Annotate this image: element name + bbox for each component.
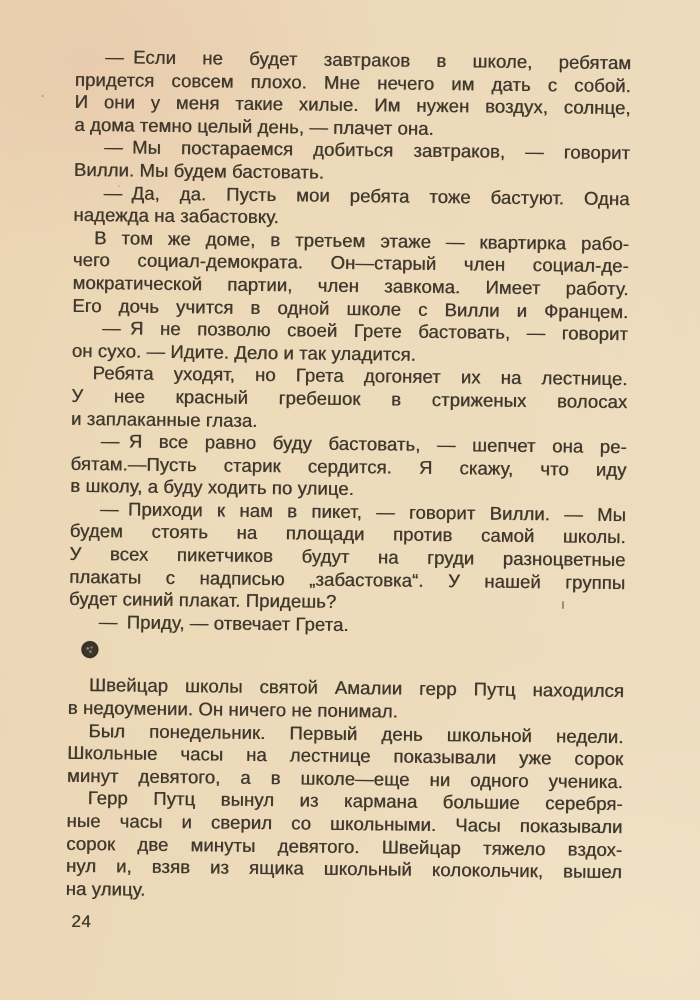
text-line: И они у меня такие хилые. Им нужен воздух, солнце, (74, 91, 631, 119)
text-line: — Мы постараемся добиться завтраков, — говорит (103, 136, 631, 164)
text-line: в недоумении. Он ничего не понимал. (67, 696, 398, 722)
book-page-text-block (65, 46, 632, 932)
text-line: — Я не позволю своей Грете бастовать, — говорит (101, 317, 629, 345)
text-line: — Я все равно буду бастовать, — шепчет она ре- (100, 430, 627, 458)
text-line: Ребята уходят, но Грета догоняет их на лестнице. (92, 362, 628, 390)
paragraph (72, 317, 628, 368)
text-line: на улицу. (65, 877, 146, 900)
text-line: У нее красный гребешок в стриженых волосах (71, 384, 628, 413)
text-line: плакаты с надписью „забастовка“. У нашей группы (69, 565, 626, 593)
text-line: придется совсем плохо. Мне нечего им дать с собой. (74, 68, 631, 96)
text-line: Был понедельник. Первый день школьной недели. (88, 719, 624, 747)
text-line: У всех пикетчиков будут на груди разноцветные (69, 542, 626, 571)
text-line: нул и, взяв из ящика школьный колокольчик, вышел (65, 855, 623, 883)
text-line: чего социал-демократа. Он—старый член социал-де- (72, 249, 629, 277)
paragraph (70, 430, 627, 504)
text-line: он сухо. — Идите. Дело и так уладится. (71, 339, 416, 365)
section-divider (68, 633, 624, 680)
paragraph (74, 136, 630, 187)
text-line: будем стоять на площади против самой школы. (69, 520, 626, 548)
text-line: — Да, да. Пусть мои ребята тоже бастуют. Одна (103, 181, 630, 209)
text-line: бятам.—Пусть старик сердится. Я скажу, что иду (70, 452, 627, 480)
text-line: — Приду, — отвечает Грета. (98, 611, 349, 635)
paragraph (71, 362, 628, 436)
paragraph (69, 498, 626, 617)
paragraph (73, 181, 629, 232)
text-line: Его дочь учится в одной школе с Вилли и Францем. (72, 294, 629, 322)
paragraph (68, 674, 624, 725)
text-line: а дома темно целый день, — плачет она. (74, 113, 434, 139)
page-number: 24 (71, 911, 92, 932)
text-line: В том же доме, в третьем этаже — квартирка рабо- (93, 226, 630, 254)
text-line: Вилли. Мы будем бастовать. (73, 158, 325, 183)
text-line: сорок две минуты девятого. Швейцар тяжело вздох- (66, 832, 623, 860)
paragraph-container (66, 46, 632, 907)
text-line: — Приходи к нам в пикет, — говорит Вилли. — Мы (99, 498, 627, 526)
text-line: надежда на забастовку. (73, 204, 279, 228)
paragraph (74, 46, 631, 143)
text-line: Герр Путц вынул из кармана большие серебря- (87, 787, 623, 815)
text-line: ные часы и сверил со школьными. Часы показывали (66, 809, 623, 838)
text-line: в школу, а буду ходить по улице. (70, 475, 355, 500)
text-line: Швейцар школы святой Амалии герр Путц находился (88, 674, 625, 702)
paragraph (72, 227, 629, 324)
paragraph (66, 787, 623, 906)
text-line: Школьные часы на лестнице показывали уже сорок (67, 742, 624, 770)
text-line: минут девятого, а в школе—еще ни одного ученика. (66, 764, 624, 792)
paper-speckle (41, 95, 44, 97)
text-line: будет синий плакат. Придешь? (68, 588, 337, 613)
paragraph (67, 719, 624, 793)
printer-ornament-dot-icon (81, 641, 98, 658)
text-line: — Если не будет завтраков в школе, ребятам (104, 46, 632, 74)
text-line: мократической партии, член завкома. Имеет работу. (72, 271, 629, 300)
text-line: и заплаканные глаза. (70, 407, 258, 431)
